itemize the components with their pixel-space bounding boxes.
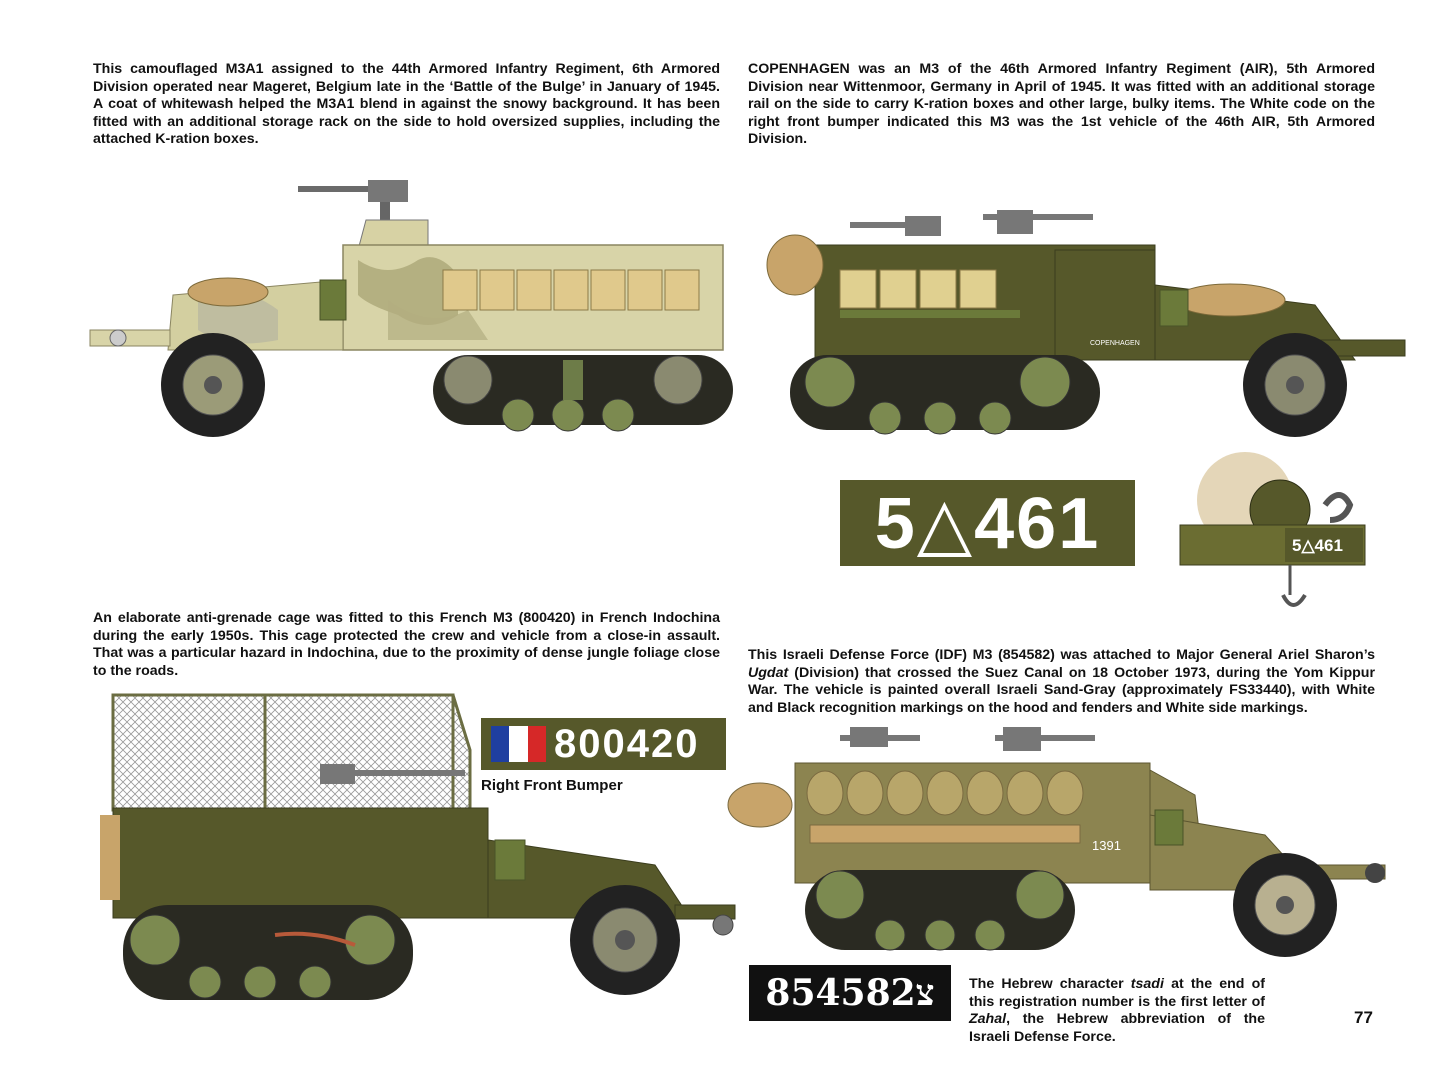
copenhagen-name-text: COPENHAGEN — [1090, 340, 1140, 347]
french-flag-icon — [491, 726, 546, 762]
israeli-number-plate — [749, 965, 951, 1021]
copenhagen-m3-illustration — [755, 210, 1410, 440]
caption-hebrew-note: The Hebrew character tsadi at the end of this registration number is the first letter of Zahal, the Hebrew abbreviation of the Israeli Defense Force. — [969, 976, 1266, 1045]
right-front-bumper-label: Right Front Bumper — [481, 777, 623, 794]
bumper-code-text: 5△461 — [1292, 536, 1343, 555]
caption-top-right: COPENHAGEN was an M3 of the 46th Armored Infantry Regiment (AIR), 5th Armored Division near Wittenmoor, Germany in April of 1945. It was fitted with an additional storage rail on the side to carry K-ration boxes and other large, bulky items. The White code on the right front bumper indicated this M3 was the 1st vehicle of the 46th AIR, 5th Armored Division. — [748, 61, 1375, 148]
us-unit-code-plate: 5△461 — [840, 480, 1135, 566]
caption-bottom-left: An elaborate anti-grenade cage was fitted to this French M3 (800420) in French Indochina during the early 1950s. This cage protected the crew and vehicle from a close-in assault. That was a particular hazard in Indochina, due to the proximity of dense jungle foliage close to the roads. — [93, 610, 720, 679]
french-number-plate — [481, 718, 726, 770]
israeli-m3-illustration — [725, 725, 1395, 960]
israeli-side-marking: 1391 — [1092, 838, 1121, 853]
caption-top-left: This camouflaged M3A1 assigned to the 44th Armored Infantry Regiment, 6th Armored Division operated near Mageret, Belgium late in the ‘Battle of the Bulge’ in January of 1945. A coat of whitewash helped the M3A1 blend in against the snowy background. It has been fitted with an additional storage rack on the side to hold oversized supplies, including the attached K-ration boxes. — [93, 61, 720, 148]
whitewashed-m3a1-illustration — [88, 180, 738, 445]
bumper-detail-illustration — [1175, 450, 1370, 620]
israeli-number-text: 854582צ — [765, 972, 935, 1014]
french-number-text: 800420 — [554, 721, 700, 766]
page-number: 77 — [1354, 1008, 1373, 1027]
caption-bottom-right: This Israeli Defense Force (IDF) M3 (854582) was attached to Major General Ariel Sharon’s Ugdat (Division) that crossed the Suez Canal on 18 October 1973, during the Yom Kippur War. The vehicle is painted overall Israeli Sand-Gray (approximately FS33440), with White and Black recognition markings on the hood and fenders and White side markings. — [748, 647, 1375, 716]
